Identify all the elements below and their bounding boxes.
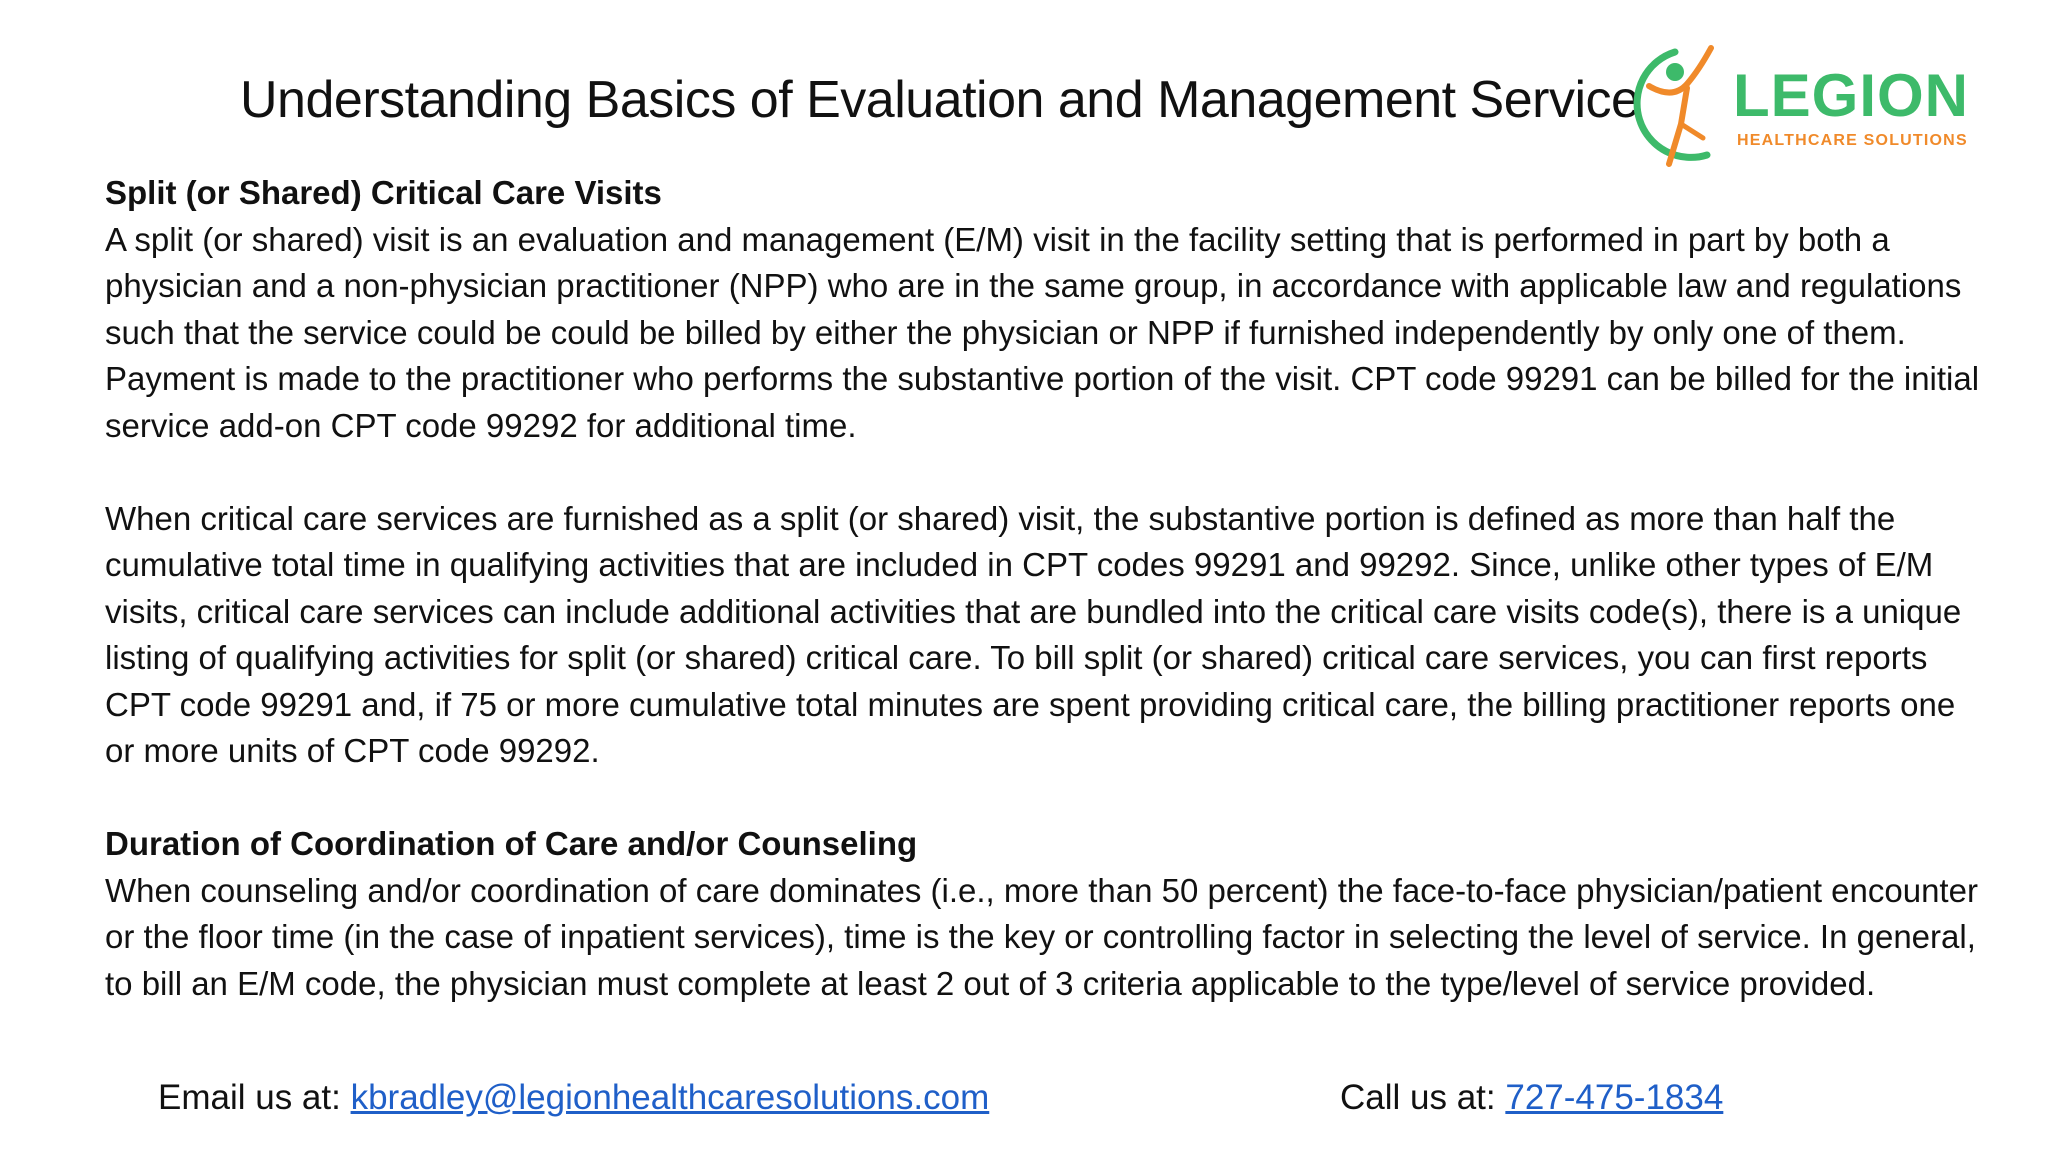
section-paragraph: When critical care services are furnished as a split (or shared) visit, the substantive portion is defined as more than half the cumulative total time in qualifying activities that are included in CPT codes 99291 and 99292. Since, unlike other types of E/M visits, critical care services can include additional activities that are bundled into the critical care visits code(s), there is a unique listing of qualifying activities for split (or shared) critical care. To bill split (or shared) critical care services, you can first reports CPT code 99291 and, if 75 or more cumulative total minutes are spent providing critical care, the billing practitioner reports one or more units of CPT code 99292.: [105, 499, 1962, 769]
footer-phone: [1340, 1078, 1723, 1118]
email-label: Email us at:: [158, 1078, 351, 1117]
phone-label: Call us at:: [1340, 1078, 1506, 1117]
section-heading-duration-coordination: Duration of Coordination of Care and/or Counseling: [105, 825, 918, 862]
section-paragraph: A split (or shared) visit is an evaluation and management (E/M) visit in the facility setting that is performed in part by both a physician and a non-physician practitioner (NPP) who are in the same group, in accordance with applicable law and regulations such that the service could be could be billed by either the physician or NPP if furnished independently by only one of them. Payment is made to the practitioner who performs the substantive portion of the visit. CPT code 99291 can be billed for the initial service add-on CPT code 99292 for additional time.: [105, 220, 1980, 444]
phone-link[interactable]: 727-475-1834: [1505, 1078, 1724, 1117]
slide-body: [105, 170, 1985, 1007]
logo-tagline: HEALTHCARE SOLUTIONS: [1737, 132, 1968, 149]
section-paragraph: When counseling and/or coordination of care dominates (i.e., more than 50 percent) the face-to-face physician/patient encounter or the floor time (in the case of inpatient services), time is the key or controlling factor in selecting the level of service. In general, to bill an E/M code, the physician must complete at least 2 out of 3 criteria applicable to the type/level of service provided.: [105, 871, 1978, 1002]
email-link[interactable]: kbradley@legionhealthcaresolutions.com: [350, 1078, 990, 1117]
slide-title: Understanding Basics of Evaluation and Management Service: [240, 71, 1640, 129]
running-figure-icon: [1615, 40, 1735, 170]
footer-email: [158, 1078, 989, 1118]
section-heading-split-shared: Split (or Shared) Critical Care Visits: [105, 174, 662, 211]
legion-logo: [1615, 40, 1995, 170]
logo-wordmark: LEGION: [1733, 62, 1970, 129]
